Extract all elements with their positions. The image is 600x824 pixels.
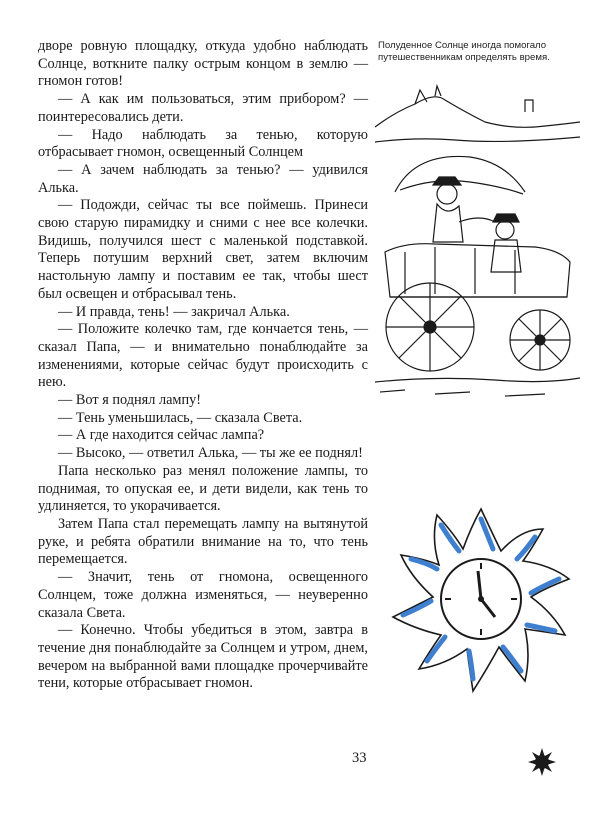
paragraph: — Высоко, — ответил Алька, — ты же ее поднял! xyxy=(58,445,363,462)
paragraph: — А как им пользоваться, этим прибором? — поинтересовались дети. xyxy=(38,91,368,125)
main-text-column xyxy=(38,38,368,693)
paragraph: Затем Папа стал перемещать лампу на вытянутой руке, и ребята обратили внимание на то, что тень перемещается. xyxy=(38,515,368,568)
paragraph: Папа несколько раз менял положение лампы, то поднимая, то опуская ее, и дети видели, как тень то удлиняется, то укорачивается. xyxy=(38,462,368,515)
carriage-engraving xyxy=(375,82,580,404)
paragraph: — Конечно. Чтобы убедиться в этом, завтра в течение дня понаблюдайте за Солнцем и утром, днем, вечером на выбранной вами площадке прочерчивайте тени, которые отбрасывает гномон. xyxy=(38,622,368,692)
page-number: 33 xyxy=(352,750,367,766)
sun-clock-icon xyxy=(388,500,574,698)
paragraph: — Вот я поднял лампу! xyxy=(58,392,202,409)
paragraph: — А где находится сейчас лампа? xyxy=(58,427,265,444)
paragraph: — Тень уменьшилась, — сказала Света. xyxy=(58,409,303,426)
paragraph: — Значит, тень от гномона, освещенного Солнцем, тоже должна изменяться, — неуверенно сказала Света. xyxy=(38,569,368,621)
paragraph: — И правда, тень! — закричал Алька. xyxy=(58,303,290,320)
illustration-caption: Полуденное Солнце иногда помогало путешественникам определять время. xyxy=(378,40,550,63)
black-sun-icon xyxy=(528,748,556,776)
paragraph: дворе ровную площадку, откуда удобно наблюдать Солнце, воткните палку острым концом в землю — гномон готов! xyxy=(38,38,368,90)
paragraph: — Положите колечко там, где кончается тень, — сказал Папа, — и внимательно понаблюдайте за изменениями, которые сейчас будут происходить с нею. xyxy=(38,321,368,391)
paragraph: — Надо наблюдать за тенью, которую отбрасывает гномон, освещенный Солнцем xyxy=(38,126,368,161)
paragraph: — Подожди, сейчас ты все поймешь. Принеси свою старую пирамидку и сними с нее все колечки. Видишь, получился шест с маленькой подставкой. Теперь потушим верхний свет, затем включим настольную лампу и поставим ее так, чтобы шест был освещен и отбрасывал тень. xyxy=(38,197,368,302)
paragraph: — А зачем наблюдать за тенью? — удивился Алька. xyxy=(38,161,368,196)
